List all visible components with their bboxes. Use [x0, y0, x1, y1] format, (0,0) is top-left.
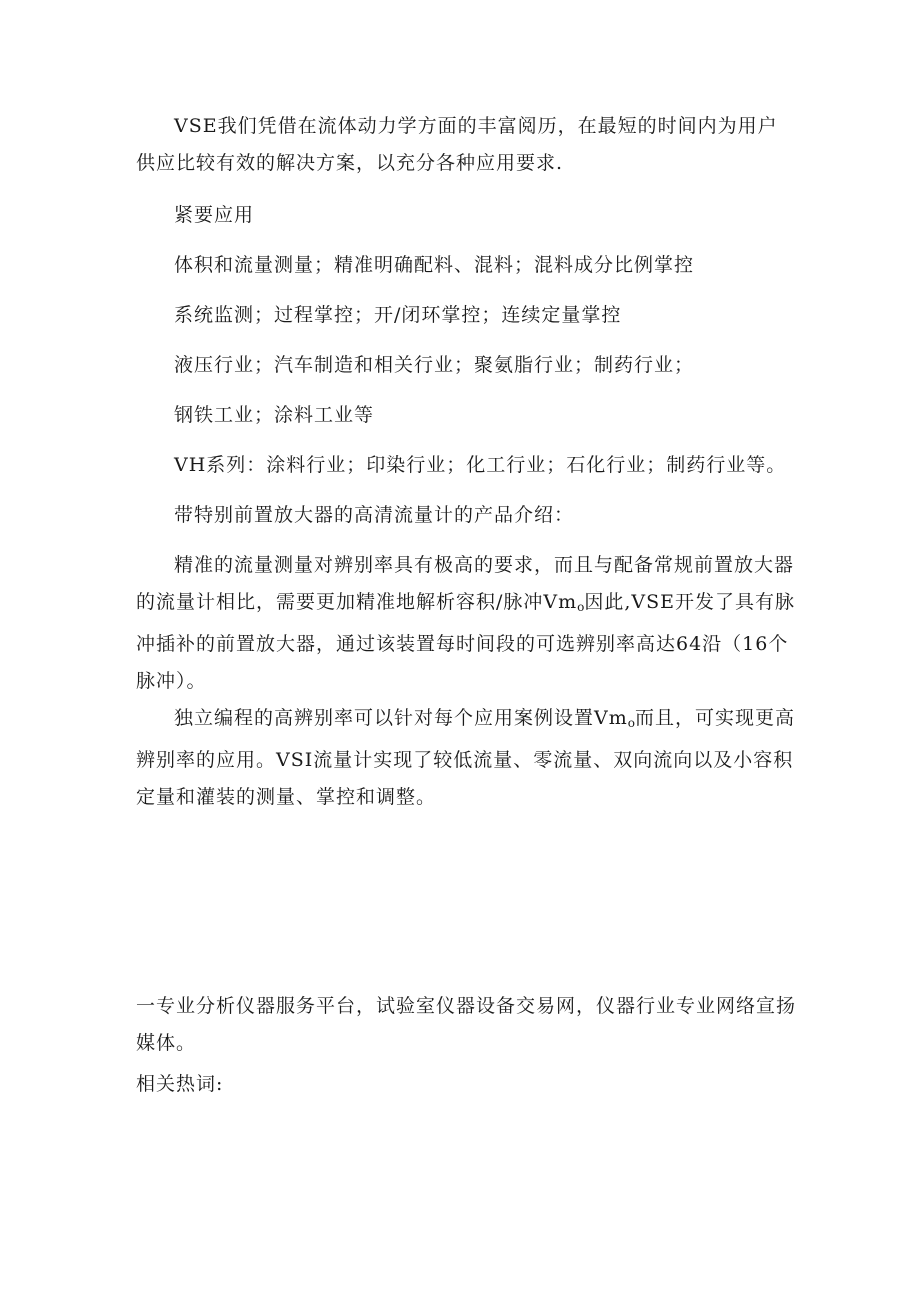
programming-text-a: 独立编程的高辨别率可以针对每个应用案例设置Vm [174, 707, 628, 729]
application-line: 体积和流量测量；精准明确配料、混料；混料成分比例掌控 [174, 254, 695, 276]
intro-paragraph: VSE我们凭借在流体动力学方面的丰富阅历，在最短的时间内为用户供应比较有效的解决方案，以充分各种应用要求. [136, 115, 778, 174]
application-line: VH系列：涂料行业；印染行业；化工行业；石化行业；制药行业等。 [174, 454, 787, 476]
application-line: 系统监测；过程掌控；开/闭环掌控；连续定量掌控 [174, 304, 622, 326]
resolution-paragraph [136, 547, 796, 700]
resolution-text-a: 精准的流量测量对辨别率具有极高的要求，而且与配备常规前置放大器的流量计相比，需要更加精准地解析容积/脉冲Vm [136, 554, 795, 613]
keywords-label: 相关热词: [136, 1073, 224, 1095]
programming-paragraph [136, 700, 796, 816]
resolution-text-b: 因此,VSE开发了具有脉冲插补的前置放大器，通过该装置每时间段的可选辨别率高达64沿（16个脉冲）。 [136, 591, 796, 692]
application-line: 钢铁工业；涂料工业等 [174, 404, 375, 426]
vm-subscript: o [627, 716, 635, 730]
vm-subscript: o [577, 600, 585, 614]
footer-tagline: 一专业分析仪器服务平台，试验室仪器设备交易网，仪器行业专业网络宣扬媒体。 [136, 995, 797, 1054]
programming-text-b: 而且，可实现更高辨别率的应用。VSI流量计实现了较低流量、零流量、双向流向以及小容积定量和灌装的测量、掌控和调整。 [136, 707, 795, 808]
applications-heading: 紧要应用 [174, 204, 255, 226]
product-intro-heading: 带特别前置放大器的高清流量计的产品介绍： [174, 504, 575, 526]
application-line: 液压行业；汽车制造和相关行业；聚氨脂行业；制药行业； [174, 354, 695, 376]
